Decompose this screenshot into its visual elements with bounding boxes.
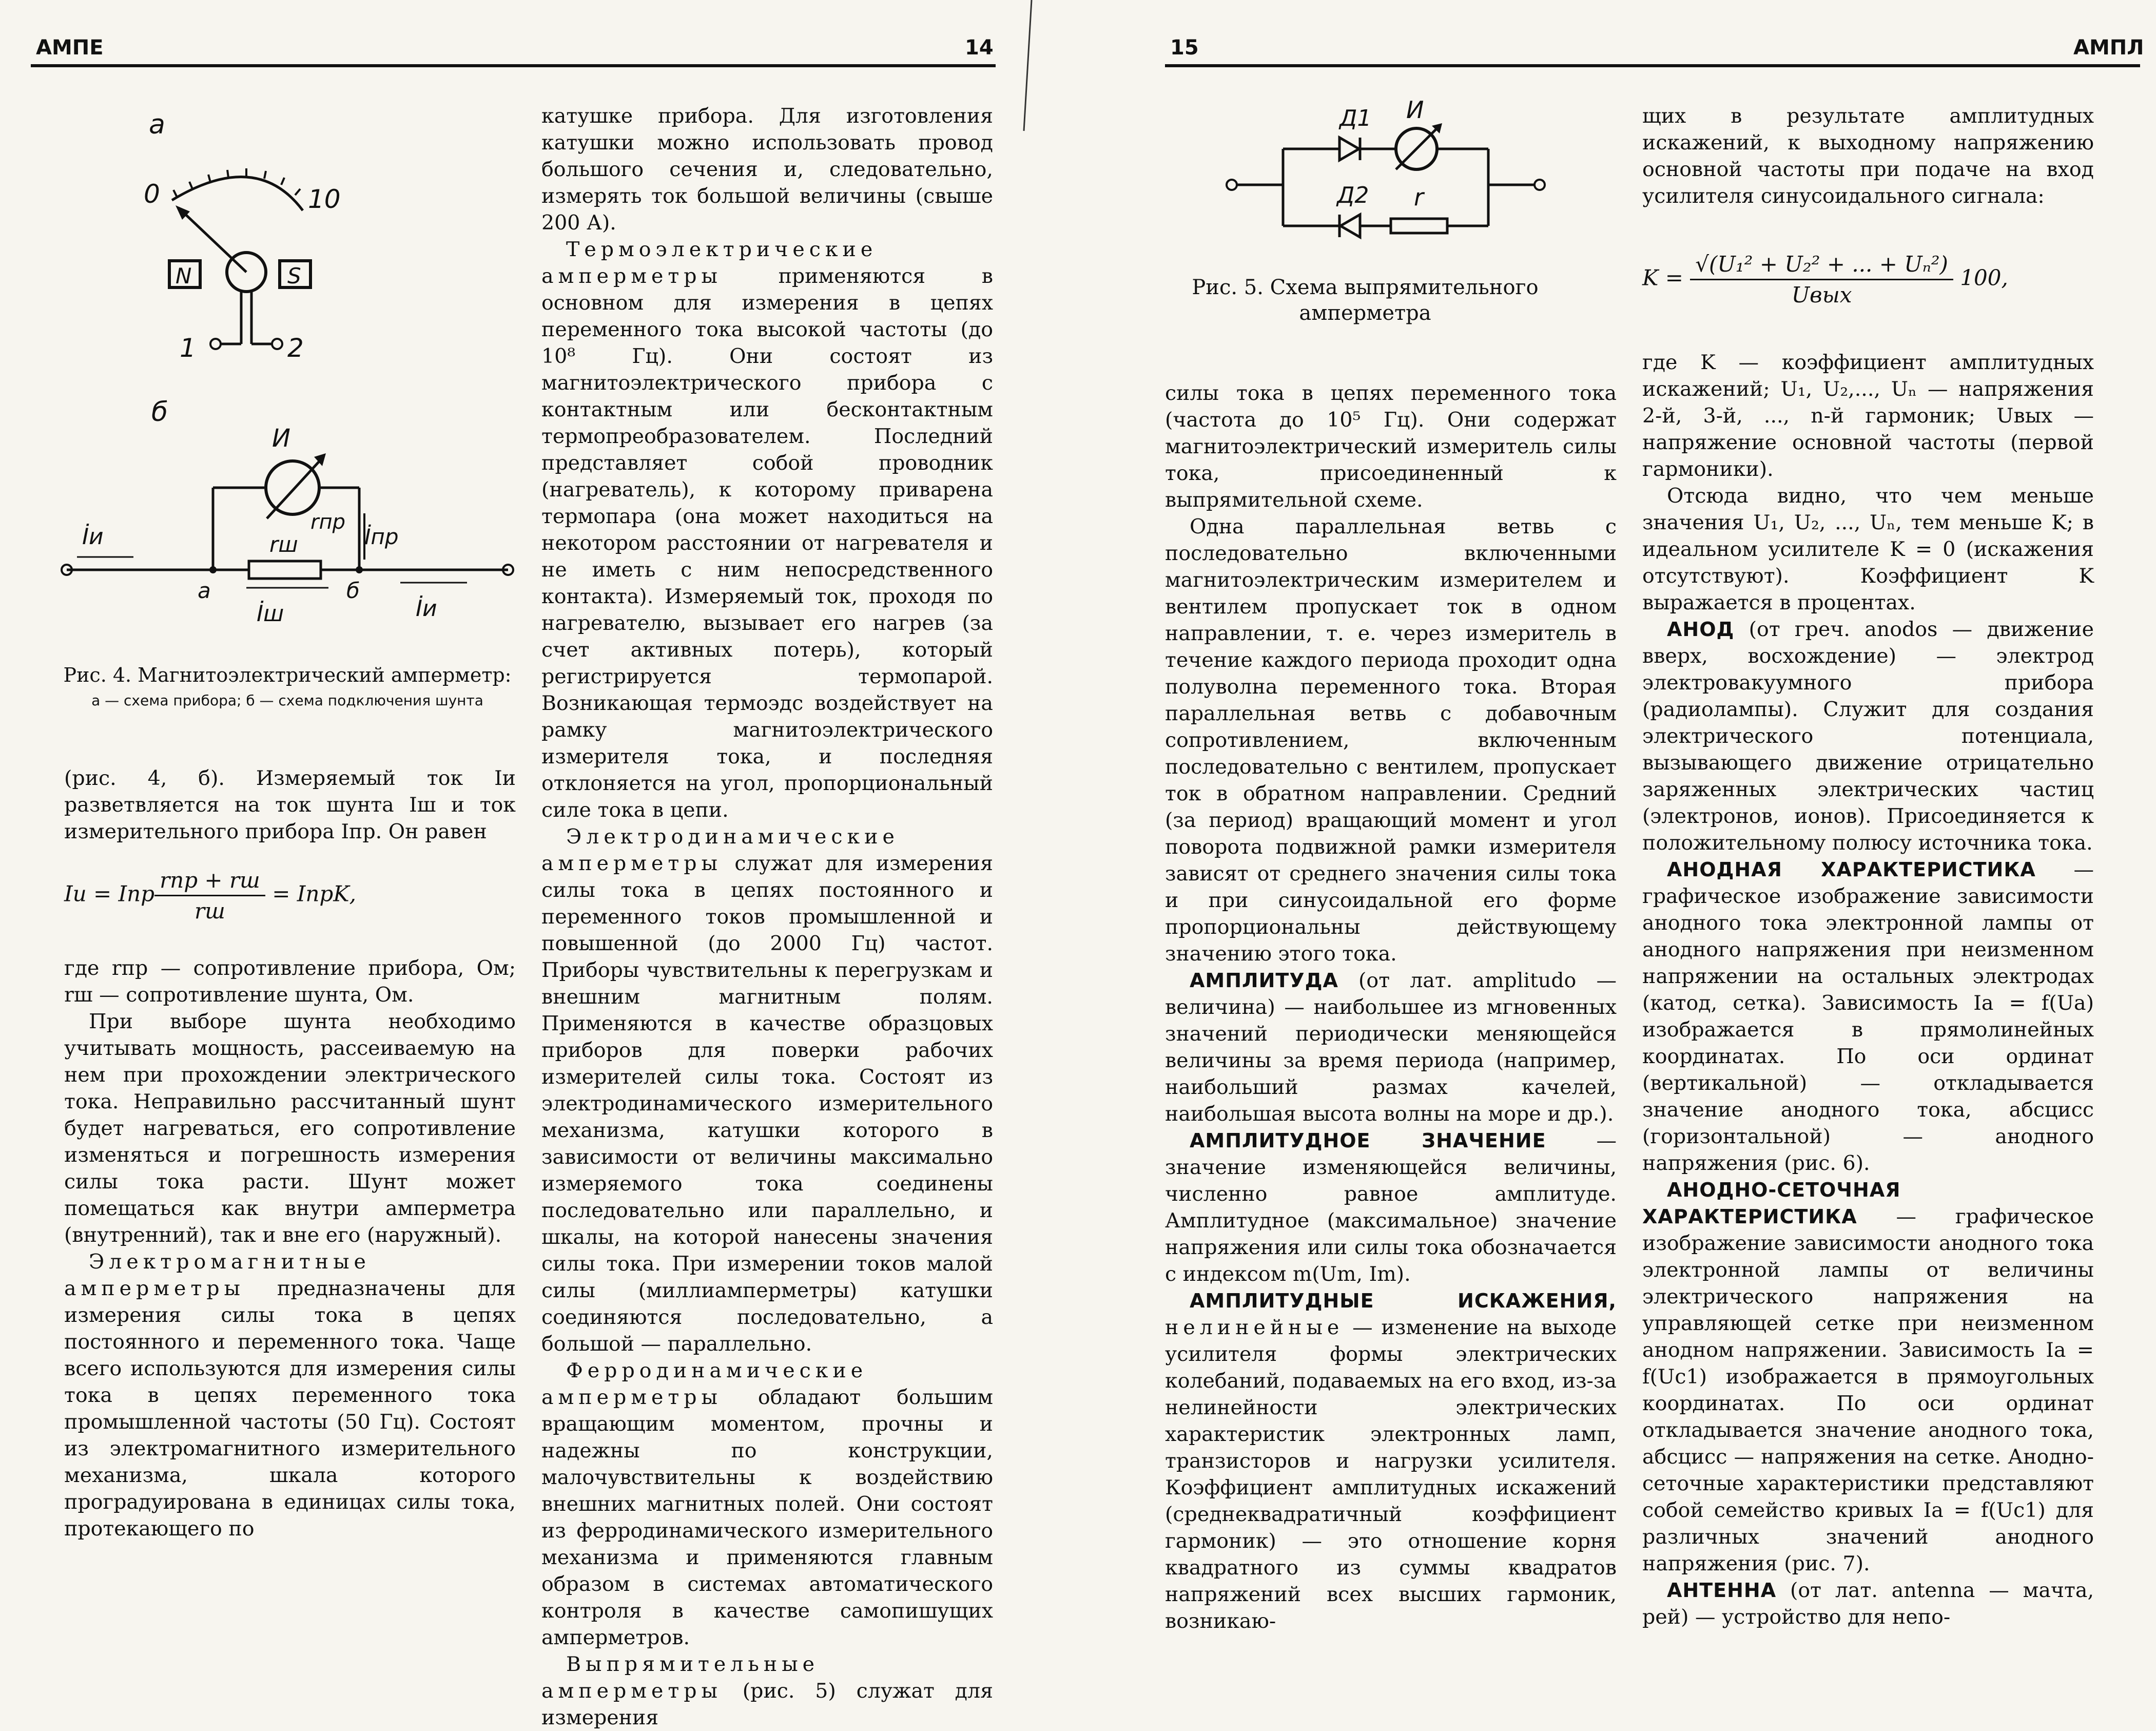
col3-term-amplitude-value: АМПЛИТУДНОЕ ЗНАЧЕНИЕ — [1190, 1129, 1546, 1152]
page-crease-mark — [1021, 0, 1042, 133]
fig5-diode-1 — [1339, 138, 1359, 160]
col3-term-amplitude-distortion: АМПЛИТУДНЫЕ ИСКАЖЕНИЯ, — [1190, 1290, 1617, 1312]
fig4-i-u-in: İи — [82, 524, 104, 550]
col3-paragraph-5 — [1165, 1287, 1617, 1634]
figure-4-caption-title: Рис. 4. Магнитоэлектрический амперметр: — [63, 664, 512, 686]
fig4-meter-label: И — [272, 424, 290, 453]
col3-term-amplitude: АМПЛИТУДА — [1190, 969, 1338, 992]
col4-paragraph-5-body: — графическое изображение зависимости анодного тока электронной лампы от анодного напряжения при неизменном напряжении на остальных электродах (катод, сетка). Зависимость Iа = f(Uа) изображается в прямолинейных координатах. По оси ординат (вертикальной) — откладывается значение анодного тока, абсцисс (горизонтальной) — анодного напряжения (рис. 6). — [1642, 858, 2094, 1175]
fig4-scale-max: 10 — [308, 184, 341, 214]
fig4-label-b: б — [151, 397, 168, 428]
col4-paragraph-7 — [1642, 1577, 2094, 1630]
formula-ammeter-shunt — [64, 868, 356, 924]
col2-paragraph-1: катушке прибора. Для изготовления катушки можно использовать провод большого сечения и, следовательно, измерять ток большой величины (свыше 200 А). — [541, 104, 993, 235]
col4-paragraph-7-body: (от лат. antenna — мачта, рей) — устройство для непо- — [1642, 1579, 2094, 1629]
col1-paragraph-2: где rпр — сопротивление прибора, Ом; rш — сопротивление шунта, Ом. — [64, 956, 516, 1007]
col1-paragraph-3: При выборе шунта необходимо учитывать мощность, рассеиваемую на нем при прохождении электрического тока. Неправильно рассчитанный шунт будет нагреваться, его сопротивление изменяться и погрешность измерения силы тока расти. Шунт может помещаться как внутри амперметра (внутренний), так и вне его (наружный). — [64, 1010, 516, 1247]
figure-5-diagram — [1221, 98, 1581, 252]
running-head-right: АМПЛ — [2073, 36, 2144, 60]
formula2-rhs: 100, — [1960, 265, 2008, 291]
col2-term-electrodynamic: Электродинамические амперметры — [541, 825, 899, 875]
fig5-diode-2 — [1341, 215, 1360, 237]
column-3 — [1165, 380, 1617, 1634]
col2-paragraph-5-body: (рис. 5) служат для измерения — [541, 1679, 993, 1729]
fig5-d1-label: Д1 — [1339, 105, 1372, 131]
fig4-label-a: а — [149, 109, 165, 140]
col3-term-nonlinear: нелинейные — [1165, 1316, 1344, 1339]
formula2-denominator: Uвых — [1791, 282, 1852, 307]
column-2 — [541, 103, 993, 1731]
fig4-r-pr: rпр — [310, 510, 345, 534]
col2-paragraph-4-body: обладают большим вращающим моментом, прочны и надежны по конструкции, малочувствительны к воздействию внешних магнитных полей. Они состоят из ферродинамического измерительного механизма и применяются главным образом в системах автоматического контроля в качестве самопишущих амперметров. — [541, 1386, 993, 1649]
figure-5-caption: Рис. 5. Схема выпрямительного амперметра — [1192, 276, 1539, 325]
column-4-continued — [1642, 349, 2094, 1630]
col3-paragraph-4-body: — значение изменяющейся величины, численно равное амплитуде. Амплитудное (максимальное) значение напряжения или силы тока обозначается с индексом m(Um, Im). — [1165, 1129, 1617, 1286]
fig4-shunt-resistor — [249, 561, 321, 579]
formula1-denominator: rш — [195, 898, 225, 924]
col3-paragraph-1: силы тока в цепях переменного тока (частота до 10⁵ Гц). Они содержат магнитоэлектрический измеритель силы тока, присоединенный к выпрямительной схеме. — [1165, 381, 1617, 512]
col3-paragraph-4 — [1165, 1127, 1617, 1287]
col4-term-anode: АНОД — [1667, 618, 1735, 641]
fig4-needle — [179, 208, 246, 272]
page-number-right: 15 — [1170, 36, 1199, 60]
col3-paragraph-5-body: — изменение на выходе усилителя формы электрических колебаний, подаваемых на его вход, из-за нелинейности электрических характеристик электронных ламп, транзисторов и нагрузки усилителя. Коэффициент амплитудных искажений (среднеквадратичный коэффициент гармоник) — это отношение корня квадратного из суммы квадратов напряжений всех высших гармоник, возникаю- — [1165, 1316, 1617, 1633]
fig4-i-u-out: İи — [416, 595, 437, 622]
col4-paragraph-2: где K — коэффициент амплитудных искажений; U₁, U₂,..., Uₙ — напряжения 2-й, 3-й, ..., n-й гармоник; Uвых — напряжение основной частоты (первой гармоники). — [1642, 351, 2094, 481]
header-rule-left — [31, 64, 996, 67]
formula2-lhs: K = — [1642, 265, 1683, 291]
formula-distortion-coefficient — [1642, 252, 2008, 307]
col1-paragraph-4-body: предназначены для измерения силы тока в цепях постоянного и переменного тока. Чаще всего используются для измерения силы тока в цепях переменного тока промышленной частоты (50 Гц). Состоят из электромагнитного измерительного механизма, шкала которого проградуирована в единицах силы тока, протекающего по — [64, 1277, 516, 1541]
col3-paragraph-2: Одна параллельная ветвь с последовательно включенными магнитоэлектрическим измерителем и вентилем пропускает ток в одном направлении, т. е. через измеритель в течение каждого периода проходит одна полуволна переменного тока. Вторая параллельная ветвь с добавочным сопротивлением, включенным последовательно с вентилем, пропускает ток в обратном направлении. Средний (за период) вращающий момент и угол поворота подвижной рамки измерителя зависят от среднего значения силы тока и при синусоидальной его форме пропорциональны действующему значению этого тока. — [1165, 515, 1617, 966]
column-4 — [1642, 103, 2094, 209]
col4-paragraph-6-body: — графическое изображение зависимости анодного тока электронной лампы от величины электрического напряжения на управляющей сетке при неизменном анодном напряжении. Зависимость Iа = f(Uс1) изображается в прямоугольных координатах. По оси ординат откладывается значение анодного тока, абсцисс — напряжения на сетке. Анодно-сеточные характеристики представляют собой семейство кривых Iа = f(Uс1) для различных значений анодного напряжения (рис. 7). — [1642, 1205, 2094, 1575]
fig4-node-b: б — [346, 578, 360, 603]
formula2-fraction — [1690, 252, 1953, 307]
fig5-resistor-label: r — [1414, 183, 1424, 211]
col4-paragraph-5 — [1642, 856, 2094, 1177]
fig4-pole-s-label: S — [287, 263, 301, 288]
fig5-d2-label: Д2 — [1337, 182, 1369, 208]
col1-paragraph-1: (рис. 4, б). Измеряемый ток Iи разветвляется на ток шунта Iш и ток измерительного прибора Iпр. Он равен — [64, 766, 516, 843]
column-1 — [64, 765, 516, 845]
header-rule-right — [1165, 64, 2140, 67]
fig4-scale-ticks — [173, 168, 300, 197]
col4-term-anode-grid-characteristic: АНОДНО-СЕТОЧНАЯ ХАРАКТЕРИСТИКА — [1642, 1179, 1901, 1228]
page-number-left: 14 — [965, 36, 994, 60]
fig5-resistor — [1391, 219, 1447, 233]
col2-term-ferrodynamic: Ферродинамические амперметры — [541, 1359, 868, 1409]
col4-paragraph-6 — [1642, 1177, 2094, 1577]
column-1-continued — [64, 955, 516, 1542]
fig4-scale-min: 0 — [144, 179, 160, 209]
figure-4-caption — [56, 662, 518, 714]
col2-paragraph-3 — [541, 823, 993, 1357]
col2-term-rectifier: Выпрямительные амперметры — [541, 1652, 820, 1703]
running-head-left: АМПЕ — [36, 36, 104, 60]
col4-paragraph-1: щих в результате амплитудных искажений, к выходному напряжению основной частоты при подаче на вход усилителя синусоидального сигнала: — [1642, 104, 2094, 208]
col4-paragraph-4-body: (от греч. anodos — движение вверх, восхождение) — электрод электровакуумного прибора (радиолампы). Служит для создания электрического потенциала, вызывающего движение отрицательно заряженных электрических частиц (электронов, ионов). Присоединяется к положительному полюсу источника тока. — [1642, 618, 2094, 855]
formula1-fraction — [154, 868, 265, 924]
right-page — [1109, 0, 2156, 1633]
col1-term-electromagnetic: Электромагнитные амперметры — [64, 1250, 371, 1300]
fig4-node-a: а — [198, 578, 211, 603]
col2-paragraph-5 — [541, 1651, 993, 1731]
col2-paragraph-2 — [541, 236, 993, 823]
col4-term-antenna: АНТЕННА — [1667, 1579, 1777, 1602]
formula1-rhs: = IпрK, — [272, 881, 356, 907]
formula2-numerator: √(U₁² + U₂² + ... + Uₙ²) — [1690, 252, 1953, 280]
fig4-pole-n-label: N — [176, 263, 192, 288]
formula1-numerator: rпр + rш — [154, 868, 265, 896]
fig4-i-pr: İпр — [364, 524, 399, 549]
left-page — [0, 0, 1047, 1729]
col3-paragraph-3 — [1165, 967, 1617, 1127]
figure-4-caption-sub: а — схема прибора; б — схема подключения шунта — [91, 692, 483, 709]
fig5-meter-label: И — [1406, 96, 1424, 124]
col2-paragraph-4 — [541, 1357, 993, 1651]
figure-4-diagram — [62, 103, 523, 662]
fig4-terminal-1: 1 — [180, 333, 196, 363]
col1-paragraph-4 — [64, 1248, 516, 1542]
col4-paragraph-3: Отсюда видно, что чем меньше значения U₁, U₂, ..., Uₙ, тем меньше K; в идеальном усилителе K = 0 (искажения отсутствуют). Коэффициент K выражается в процентах. — [1642, 484, 2094, 614]
col4-term-anode-characteristic: АНОДНАЯ ХАРАКТЕРИСТИКА — [1667, 858, 2036, 881]
formula1-lhs: Iи = Iпр — [64, 881, 155, 907]
col4-paragraph-4 — [1642, 616, 2094, 856]
fig4-terminal-2: 2 — [287, 333, 304, 363]
col3-paragraph-3-body: (от лат. amplitudo — величина) — наибольшее из мгновенных значений периодически меняющейся величины за время периода (например, наибольший размах качелей, наибольшая высота волны на море и др.). — [1165, 969, 1617, 1126]
fig4-i-sh: İш — [257, 601, 284, 627]
col2-term-thermoelectric: Термоэлектрические амперметры — [541, 238, 878, 288]
fig4-r-shunt: rш — [269, 532, 298, 557]
col2-paragraph-2-body: применяются в основном для измерения в цепях переменного тока высокой частоты (до 10⁸ Гц). Они состоят из магнитоэлектрического прибора с контактным или бесконтактным термопреобразователем. Последний представляет собой проводник (нагреватель), к которому приварена термопара (она может находиться на некотором расстоянии от нагревателя и не иметь с ним непосредственного контакта). Измеряемый ток, проходя по нагревателю, вызывает его нагрев (за счет активных потерь), который регистрируется термопарой. Возникающая термоэдс воздействует на рамку магнитоэлектрического измерителя тока, и последняя отклоняется на угол, пропорциональный силе тока в цепи. — [541, 264, 993, 822]
col2-paragraph-3-body: служат для измерения силы тока в цепях постоянного и переменного токов промышленной и повышенной (до 2000 Гц) частот. Приборы чувствительны к перегрузкам и внешним магнитным полям. Применяются в качестве образцовых приборов для поверки рабочих измерителей силы тока. Состоят из электродинамического измерительного механизма, катушки которого в зависимости от величины максимально измеряемого тока соединены последовательно или параллельно, и шкалы, на которой нанесены значения силы тока. При измерении токов малой силы (миллиамперметры) катушки соединяются последовательно, а большой — параллельно. — [541, 852, 993, 1356]
